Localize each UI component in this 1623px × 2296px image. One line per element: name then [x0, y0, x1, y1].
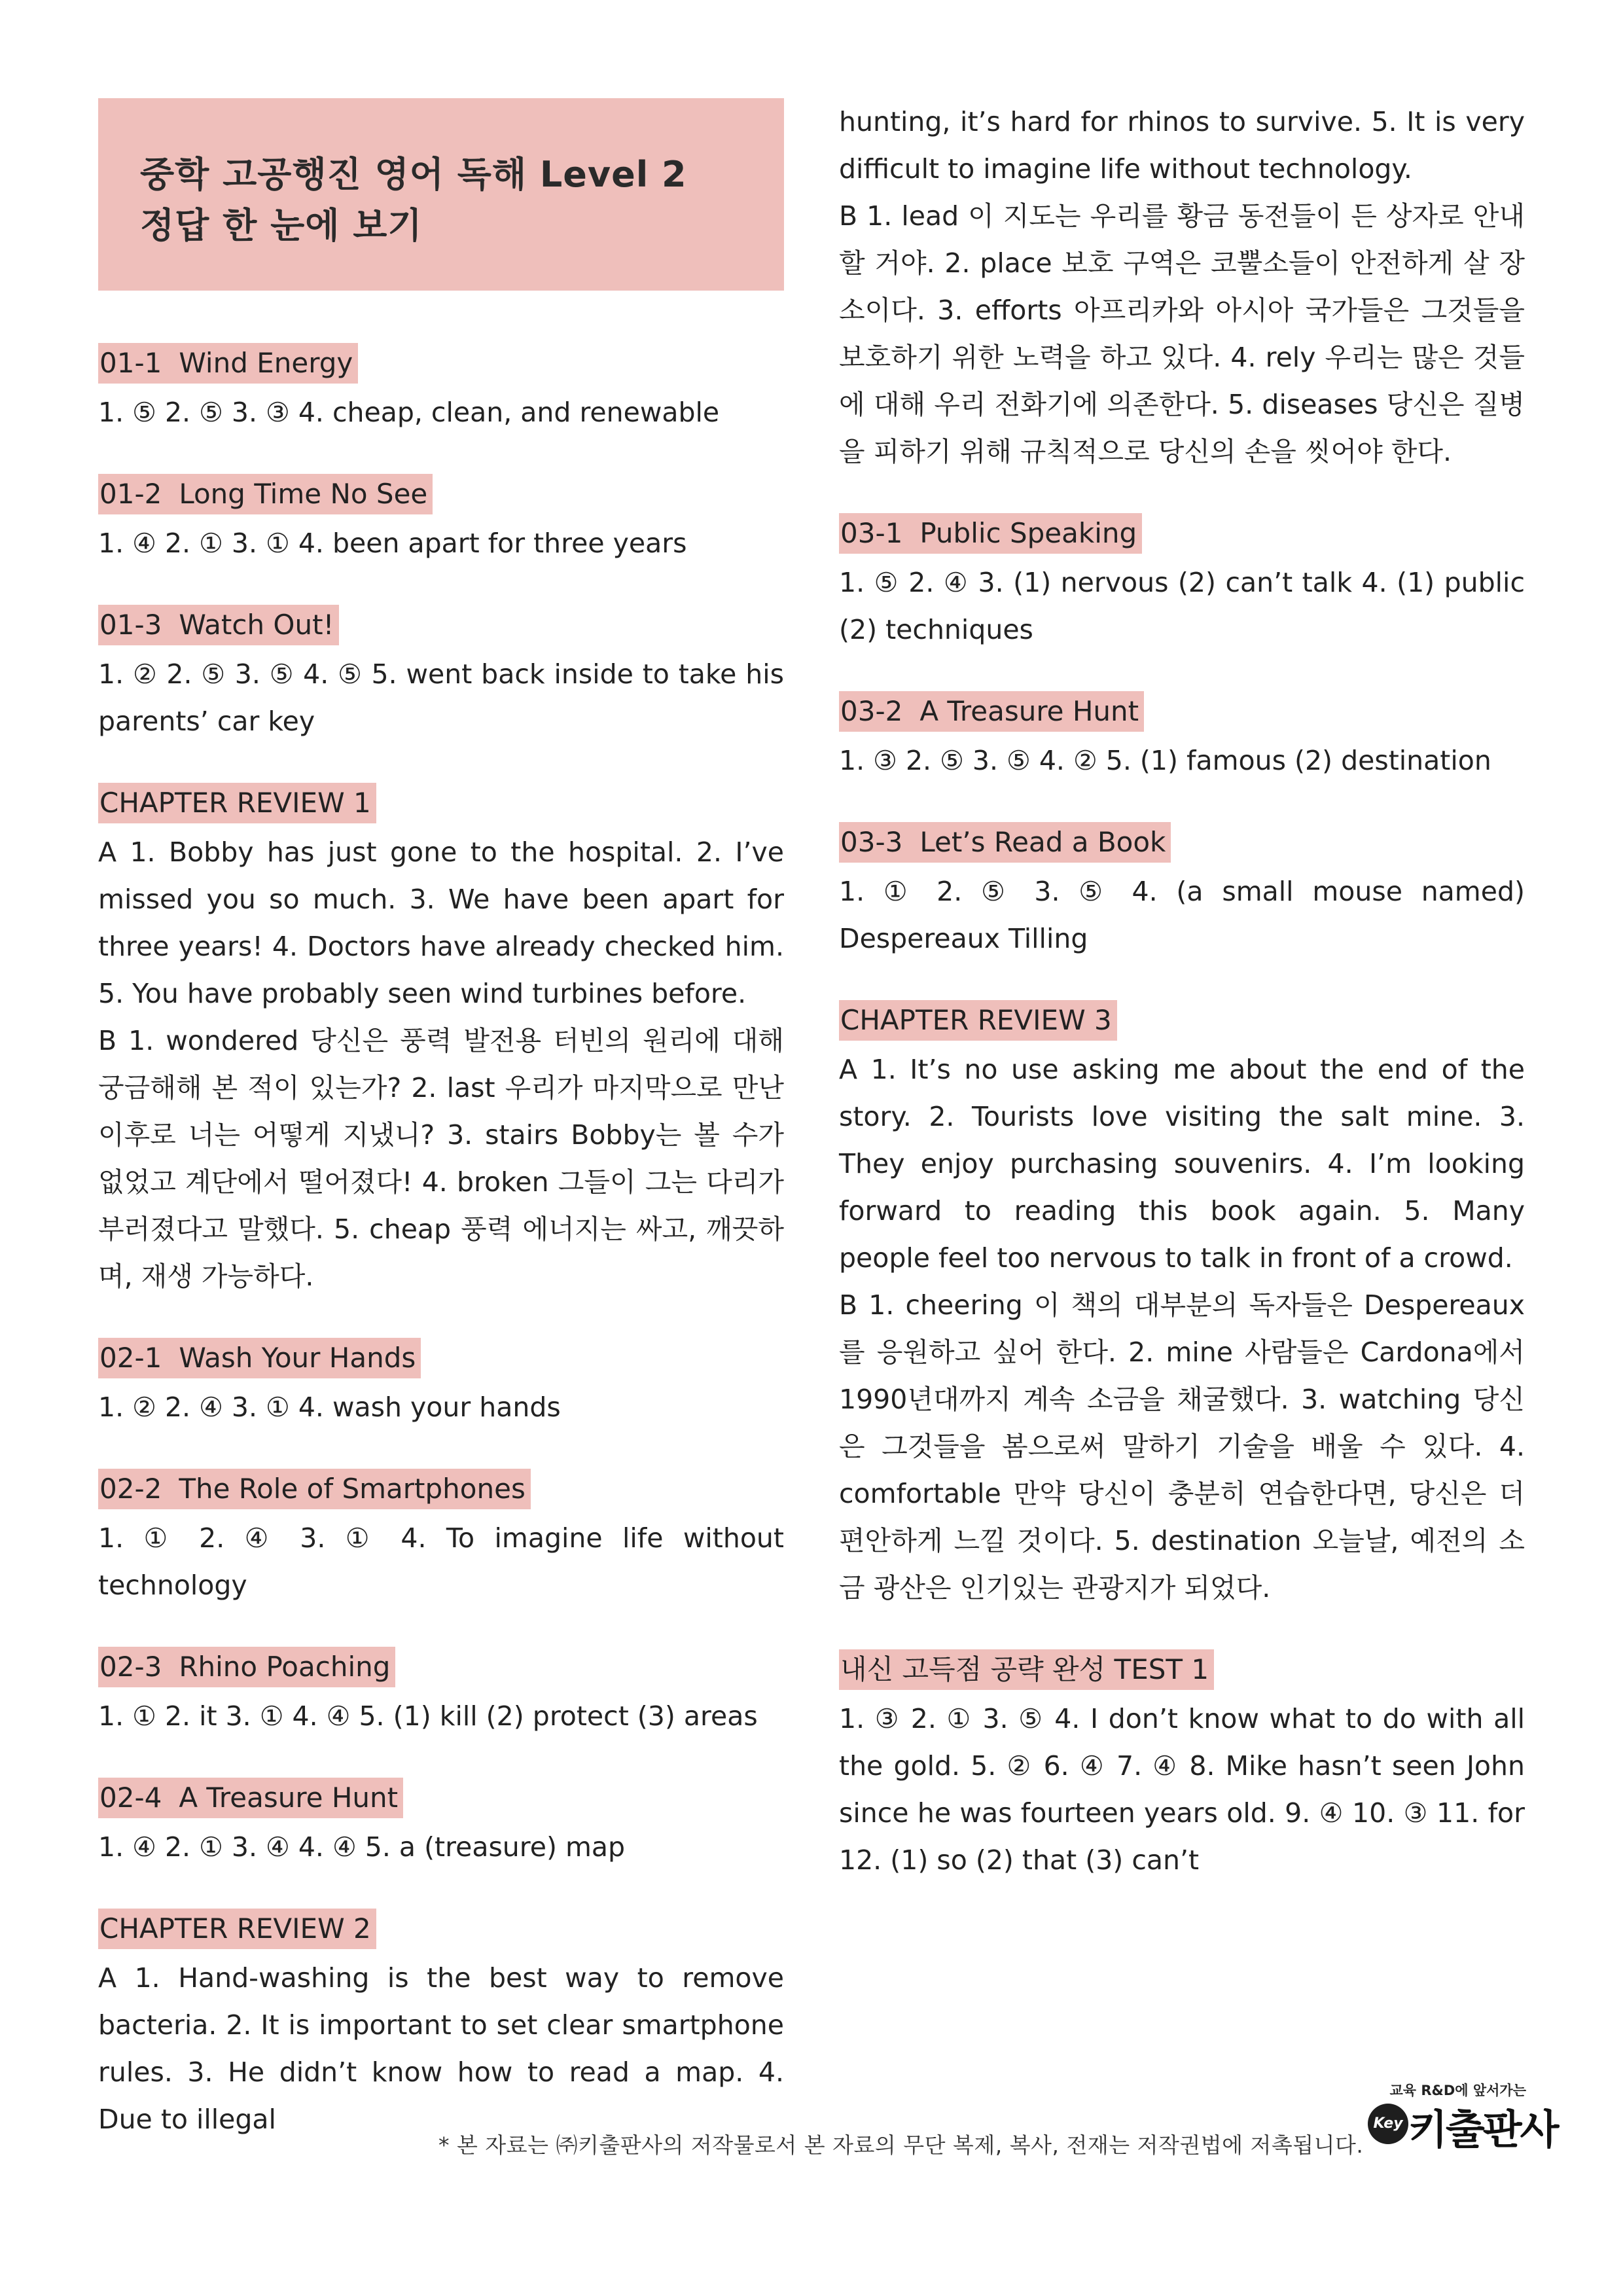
section-title: Wash Your Hands [179, 1342, 416, 1374]
continued-section [839, 98, 1525, 475]
section-heading [98, 783, 376, 823]
logo-tagline: 교육 R&D에 앞서가는 [1389, 2083, 1526, 2098]
answer-paragraph: 1. ⑤ 2. ⑤ 3. ③ 4. cheap, clean, and renewable [98, 397, 720, 428]
section-title: Let’s Read a Book [919, 826, 1166, 858]
answer-section [839, 1000, 1525, 1611]
section-title: CHAPTER REVIEW 1 [99, 787, 371, 819]
section-title: The Role of Smartphones [179, 1473, 526, 1505]
left-sections [98, 343, 784, 2143]
answer-section [839, 1649, 1525, 1884]
section-title: A Treasure Hunt [179, 1782, 399, 1814]
page-subtitle: 정답 한 눈에 보기 [140, 205, 423, 246]
answer-section [98, 1778, 784, 1871]
answer-section [98, 605, 784, 745]
section-heading [98, 1338, 421, 1378]
left-column [98, 98, 784, 2181]
section-title: Public Speaking [919, 517, 1137, 549]
section-number: 01-2 [99, 478, 162, 510]
section-title: CHAPTER REVIEW 3 [840, 1004, 1112, 1036]
answer-paragraph: 1. ① 2. ⑤ 3. ⑤ 4. (a small mouse named) Despereaux Tilling [839, 876, 1525, 954]
answer-paragraph: B 1. cheering 이 책의 대부분의 독자들은 Despereaux를 응원하고 싶어 한다. 2. mine 사람들은 Cardona에서 1990년대까지 계속 소금을 채굴했다. 3. watching 당신은 그것들을 봄으로써 말하기 기술을 배울 수 있다. 4. comfortable 만약 당신이 충분히 연습한다면, 당신은 더 편안하게 느낄 것이다. 5. destination 오늘날, 예전의 소금 광산은 인기있는 관광지가 되었다. [839, 1289, 1525, 1604]
section-number: 02-3 [99, 1651, 162, 1683]
section-heading [839, 513, 1142, 554]
section-heading [98, 1778, 403, 1818]
answer-section [98, 474, 784, 567]
section-title: Watch Out! [179, 609, 334, 641]
answer-section [839, 822, 1525, 962]
title-box [98, 98, 784, 291]
answer-section [98, 343, 784, 436]
section-number: 03-3 [840, 826, 903, 858]
answer-paragraph: 1. ② 2. ⑤ 3. ⑤ 4. ⑤ 5. went back inside to take his parents’ car key [98, 658, 784, 737]
section-title: Wind Energy [179, 347, 353, 379]
answer-paragraph: 1. ③ 2. ① 3. ⑤ 4. I don’t know what to do with all the gold. 5. ② 6. ④ 7. ④ 8. Mike hasn’t seen John since he was fourteen years old. 9. ④ 10. ③ 11. for 12. (1) so (2) that (3) can’t [839, 1703, 1525, 1876]
key-icon: Key [1368, 2104, 1408, 2144]
answer-section [98, 1469, 784, 1609]
answer-section [839, 513, 1525, 653]
section-heading [98, 1469, 531, 1509]
publisher-logo [1368, 2080, 1558, 2153]
answer-section [98, 783, 784, 1300]
answer-section [839, 691, 1525, 784]
section-heading [839, 1649, 1214, 1690]
section-title: A Treasure Hunt [919, 695, 1139, 727]
copyright-notice: * 본 자료는 ㈜키출판사의 저작물로서 본 자료의 무단 복제, 복사, 전재는 저작권법에 저촉됩니다. [438, 2132, 1364, 2158]
answer-section [98, 1647, 784, 1740]
section-number: 02-4 [99, 1782, 162, 1814]
section-number: 03-2 [840, 695, 903, 727]
section-heading [98, 1647, 395, 1687]
section-heading [98, 343, 358, 384]
answer-section [98, 1909, 784, 2143]
section-heading [98, 1909, 376, 1949]
answer-paragraph: 1. ④ 2. ① 3. ④ 4. ④ 5. a (treasure) map [98, 1831, 626, 1863]
section-title: CHAPTER REVIEW 2 [99, 1912, 371, 1945]
page-title: 중학 고공행진 영어 독해 Level 2 [140, 154, 687, 195]
section-heading [839, 822, 1171, 863]
section-heading [839, 1000, 1117, 1041]
section-title: Long Time No See [179, 478, 428, 510]
answer-paragraph: 1. ③ 2. ⑤ 3. ⑤ 4. ② 5. (1) famous (2) destination [839, 745, 1491, 776]
answer-paragraph: A 1. Hand-washing is the best way to remove bacteria. 2. It is important to set clear smartphone rules. 3. He didn’t know how to read a map. 4. Due to illegal [98, 1962, 784, 2135]
answer-paragraph: B 1. wondered 당신은 풍력 발전용 터빈의 원리에 대해 궁금해해 본 적이 있는가? 2. last 우리가 마지막으로 만난 이후로 너는 어떻게 지냈니? 3. stairs Bobby는 볼 수가 없었고 계단에서 떨어졌다! 4. broken 그들이 그는 다리가 부러졌다고 말했다. 5. cheap 풍력 에너지는 싸고, 깨끗하며, 재생 가능하다. [98, 1025, 784, 1292]
answer-section [98, 1338, 784, 1431]
answer-paragraph: 1. ⑤ 2. ④ 3. (1) nervous (2) can’t talk 4. (1) public (2) techniques [839, 567, 1525, 645]
section-title: 내신 고득점 공략 완성 TEST 1 [840, 1653, 1209, 1685]
answer-paragraph: 1. ① 2. it 3. ① 4. ④ 5. (1) kill (2) protect (3) areas [98, 1700, 758, 1732]
answer-paragraph: 1. ④ 2. ① 3. ① 4. been apart for three years [98, 528, 687, 559]
right-column [839, 98, 1525, 1922]
answer-paragraph: A 1. It’s no use asking me about the end of the story. 2. Tourists love visiting the salt mine. 3. They enjoy purchasing souvenirs. 4. I’m looking forward to reading this book again. 5. Many people feel too nervous to talk in front of a crowd. [839, 1054, 1525, 1274]
section-number: 03-1 [840, 517, 903, 549]
section-number: 02-1 [99, 1342, 162, 1374]
section-heading [98, 474, 433, 514]
section-heading [98, 605, 339, 645]
logo-name: 키출판사 [1408, 2106, 1558, 2153]
answer-paragraph: B 1. lead 이 지도는 우리를 황금 동전들이 든 상자로 안내할 거야. 2. place 보호 구역은 코뿔소들이 안전하게 살 장소이다. 3. efforts 아프리카와 아시아 국가들은 그것들을 보호하기 위한 노력을 하고 있다. 4. rely 우리는 많은 것들에 대해 우리 전화기에 의존한다. 5. diseases 당신은 질병을 피하기 위해 규칙적으로 당신의 손을 씻어야 한다. [839, 200, 1525, 467]
section-title: Rhino Poaching [179, 1651, 391, 1683]
answer-paragraph: 1. ② 2. ④ 3. ① 4. wash your hands [98, 1391, 561, 1423]
section-number: 02-2 [99, 1473, 162, 1505]
answer-paragraph: 1. ① 2. ④ 3. ① 4. To imagine life without technology [98, 1522, 784, 1601]
answer-paragraph: hunting, it’s hard for rhinos to survive. 5. It is very difficult to imagine life without technology. [839, 106, 1525, 185]
section-heading [839, 691, 1144, 732]
section-number: 01-1 [99, 347, 162, 379]
answer-paragraph: A 1. Bobby has just gone to the hospital. 2. I’ve missed you so much. 3. We have been apart for three years! 4. Doctors have already checked him. 5. You have probably seen wind turbines before. [98, 836, 784, 1009]
right-sections [839, 513, 1525, 1884]
section-number: 01-3 [99, 609, 162, 641]
